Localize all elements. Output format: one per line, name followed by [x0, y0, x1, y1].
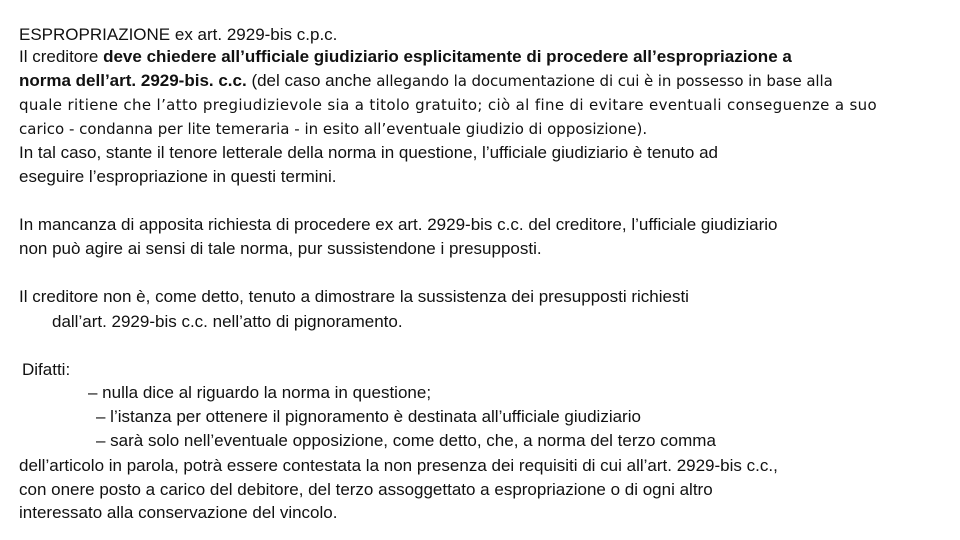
text-run: (del caso anche [246, 71, 377, 90]
paragraph-line: carico - condanna per lite temeraria - in esito all’eventuale giudizio di opposizione). [19, 120, 648, 138]
list-heading: Difatti: [22, 360, 71, 379]
paragraph-line [19, 70, 833, 92]
list-item: – sarà solo nell’eventuale opposizione, come detto, che, a norma del terzo comma [96, 431, 716, 450]
paragraph-line [19, 46, 792, 68]
paragraph-line: Il creditore non è, come detto, tenuto a dimostrare la sussistenza dei presupposti richiesti [19, 287, 689, 306]
document-title: ESPROPRIAZIONE ex art. 2929-bis c.p.c. [19, 25, 338, 44]
list-item: – l’istanza per ottenere il pignoramento è destinata all’ufficiale giudiziario [96, 407, 641, 426]
paragraph-line: In mancanza di apposita richiesta di procedere ex art. 2929-bis c.c. del creditore, l’ufficiale giudiziario [19, 215, 778, 234]
paragraph-line: dall’art. 2929-bis c.c. nell’atto di pignoramento. [52, 312, 403, 331]
text-run: Il creditore [19, 47, 104, 66]
bold-text-run: deve chiedere all’ufficiale giudiziario esplicitamente di procedere all’espropriazione a [103, 47, 792, 66]
paragraph-line: con onere posto a carico del debitore, del terzo assoggettato a espropriazione o di ogni altro [19, 480, 713, 499]
list-item: – nulla dice al riguardo la norma in questione; [88, 383, 432, 402]
paragraph-line: quale ritiene che l’atto pregiudizievole sia a titolo gratuito; ciò al fine di evitare eventuali conseguenze a suo [19, 96, 878, 114]
paragraph-line: In tal caso, stante il tenore letterale della norma in questione, l’ufficiale giudiziario è tenuto ad [19, 143, 719, 162]
paragraph-line: non può agire ai sensi di tale norma, pur sussistendone i presupposti. [19, 239, 542, 258]
paragraph-line: eseguire l’espropriazione in questi termini. [19, 167, 337, 186]
paragraph-line: dell’articolo in parola, potrà essere contestata la non presenza dei requisiti di cui all’art. 2929-bis c.c., [19, 456, 778, 475]
text-run: allegando la documentazione di cui è in possesso in base alla [376, 72, 833, 90]
paragraph-line: interessato alla conservazione del vincolo. [19, 503, 338, 522]
bold-text-run: norma dell’art. 2929-bis. c.c. [19, 71, 247, 90]
